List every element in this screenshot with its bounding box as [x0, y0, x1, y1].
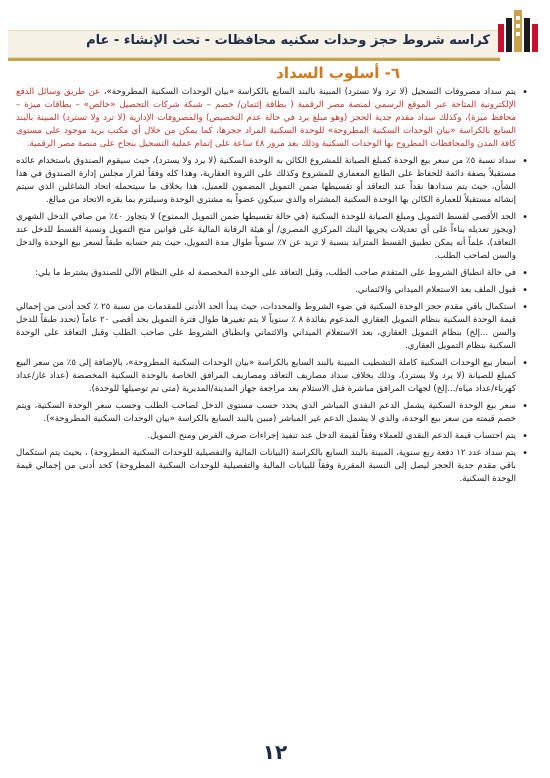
- list-item: • يتم سداد مصروفات التسجيل (لا ترد ولا تسترد) المبينة بالبند السابع بالكراسة «بيان الوحدات السكنية المطروحة»، عن طريق وسائل الدفع الإلكترونية المتاحة عبر الموقع الرسمي لمنصة مصر الرقمية ( بطاقة إئتمان/ خصم – شبكة شركات التحصيل «خالص» – بطاقات ميزة – محافظ ميزة)، وكذلك سداد مقدم جدية الحجز (وهو مبلغ يرد في حالة عدم التخصيص) والمصروفات الإدارية (لا ترد ولا تسترد) المبينة بالبند السابع بالكراسة «بيان الوحدات السكنية المطروحة» للوحدة السكنية المراد حجزها، كما يمكن من خلال أي مكتب بريد موجود على مستوى كافة المدن والمحافظات المطروح بها الوحدات السكنية وذلك بعد مرور ٤٨ ساعة على إتمام عملية التسجيل بنجاح على منصة مصر الرقمية.: [16, 86, 528, 151]
- list-item: • سداد نسبة ٥٪ من سعر بيع الوحدة كمبلغ الصيانة للمشروع الكائن به الوحدة السكنية (لا يرد ولا يسترد)، حيث سيقوم الصندوق باستخدام عائده مستقبلاً بصفة دائمة للحفاظ على الطابع المعماري للمشروع وكذلك على الثروة العقارية، وهذا كله وفقاً لقرار مجلس إدارة الصندوق في هذا الشأن، حيث يتم سدادها نقداً عند التعاقد أو تقسيطها ضمن التمويل المضمون للعميل، هذا بخلاف ما سيتحمله اتحاد الشاغلين الذي سيتم إنشائه مستقبلاً للعمارة الكائن بها الوحدة السكنية المشتراه والذي سيكون عضواً به مشتري الوحدة وسيلتزم بما يقره الاتحاد من مبالغ.: [16, 155, 528, 207]
- list-item: • استكمال باقي مقدم حجز الوحدة السكنية في ضوء الشروط والمحددات، حيث يبدأ الحد الأدنى للمقدمات من نسبة ٢٥ ٪ كحد أدنى من إجمالي قيمة الوحدة السكنية بنظام التمويل العقاري المدعوم بفائدة ٨ ٪ سنوياً لا يتم تغييرها طوال فترة التمويل بحد أقصى ٢٠ عاماً (تحدد طبقاً للدخل والسن ...إلخ) بنظام التمويل العقاري، بعد الاستعلام الميداني والائتماني وانطباق الشروط على صاحب الطلب وقبل التعاقد على الوحدة السكنية بنظام التمويل العقاري.: [16, 301, 528, 353]
- list-item: • يتم احتساب قيمة الدعم النقدي للعملاء وفقاً لقيمة الدخل عند تنفيذ إجراءات صرف القرض ومنح التمويل.: [16, 430, 528, 443]
- clauses-content: [16, 86, 528, 718]
- list-item: • أسعار بيع الوحدات السكنية كاملة التشطيب المبينة بالبند السابع بالكراسة «بيان الوحدات السكنية المطروحة»، بالإضافة إلى ٥٪ من سعر البيع كمبلغ للصيانة (لا يرد ولا يسترد)، وذلك بخلاف سداد مصاريف التعاقد ومصاريف المرافق الخاصة بالوحدة السكنية المخصصة (عداد غاز/عداد كهرباء/عداد مياه/...إلخ) لجهات المرافق مباشرة قبل الاستلام بعد مراجعة جهاز المدينة/المديرية (متى تم توصيلها للوحدة).: [16, 357, 528, 396]
- page-number: ١٢: [262, 740, 288, 764]
- housing-fund-logo-icon: [496, 6, 540, 54]
- page-header: [0, 0, 550, 62]
- header-title: كراسه شروط حجز وحدات سكنيه محافظات - تحت الإنشاء - عام: [86, 33, 490, 48]
- list-item: • قبول الملف بعد الاستعلام الميداني والائتماني.: [16, 284, 528, 297]
- section-title: ٦- أسلوب السداد: [276, 64, 400, 82]
- list-item: • يتم سداد عدد ١٢ دفعة ربع سنوية، المبينة بالبند السابع بالكراسة (البيانات المالية والتفصيلية للوحدات السكنية المطروحة) ، بحيث يتم استكمال باقي مقدم جدية الحجز ليصل إلى النسبة المقررة وفقاً للبيانات المالية والتفصيلية للوحدات السكنية المطروحة) كحد أدنى من إجمالي قيمة الوحدة السكنية.: [16, 447, 528, 486]
- list-item: • الحد الأقصى لقسط التمويل ومبلغ الصيانة للوحدة السكنية (في حالة تقسيطها ضمن التمويل الممنوح) لا يتجاوز ٤٠٪ من صافي الدخل الشهري (ويجوز تعديله بناءاً على أي تعديلات يجريها البنك المركزي المصري/ أو هيئة الرقابة المالية على قوانين منح التمويل ونسبة القسط للدخل عند التعاقد)، علماً أنه يمكن تطبيق القسط المتزايد بنسبة لا تزيد عن ٧٪ سنوياً طوال مدة التمويل، حيث يتم حسابه طبقاً لسعر بيع الوحدة والدخل والسن لصاحب الطلب.: [16, 211, 528, 263]
- list-item: • سعر بيع الوحدة السكنية يشمل الدعم النقدي المباشر الذي يحدد حسب مستوى الدخل لصاحب الطلب وحسب سعر الوحدة السكنية، ويتم خصم قيمته من سعر بيع الوحدة، والذي لا يشمل الدعم غير المباشر (مبين بالبند السابع بالكراسة «بيان الوحدات السكنية المطروحة»).: [16, 400, 528, 426]
- list-item: • في حالة انطباق الشروط على المتقدم صاحب الطلب، وقبل التعاقد على الوحدة المخصصة له على النظام الآلي للصندوق يشترط ما يلي:: [16, 267, 528, 280]
- header-accent-line: [8, 58, 500, 61]
- clauses-list: [16, 86, 528, 486]
